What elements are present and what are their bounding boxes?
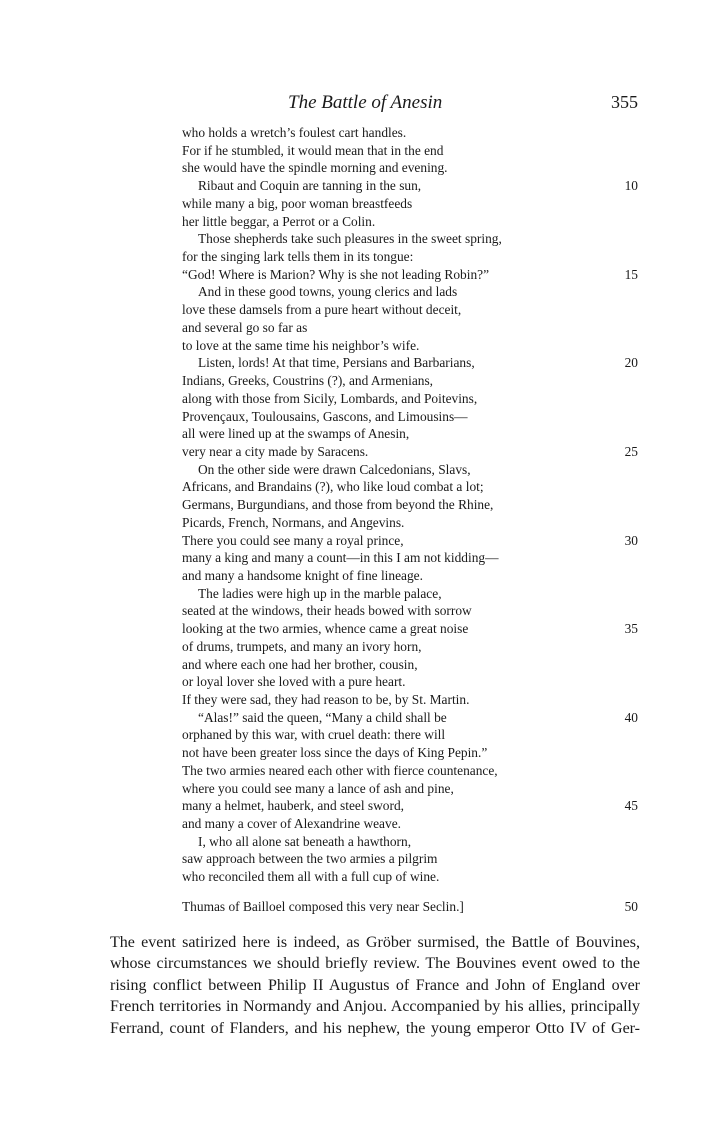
poem-line-text: along with those from Sicily, Lombards, and Poitevins,: [182, 390, 478, 406]
poem-line-text: Ribaut and Coquin are tanning in the sun,: [198, 178, 422, 194]
poem-line-text: The ladies were high up in the marble palace,: [198, 585, 442, 601]
poem-line: [182, 620, 638, 638]
line-number: 25: [624, 443, 638, 459]
poem-line: [182, 797, 638, 815]
poem-line: [182, 514, 638, 532]
poem-line-text: for the singing lark tells them in its tongue:: [182, 249, 414, 265]
poem-line: [182, 691, 638, 709]
poem-line: [182, 390, 638, 408]
page-number: 355: [611, 92, 638, 112]
poem-line-text: love these damsels from a pure heart without deceit,: [182, 302, 462, 318]
poem-line-text: The two armies neared each other with fierce countenance,: [182, 762, 498, 778]
poem-line: [182, 425, 638, 443]
poem-line-text: There you could see many a royal prince,: [182, 532, 404, 548]
poem-line: [182, 638, 638, 656]
poem-line: [182, 833, 638, 851]
prose-line: whose circumstances we should briefly review. The Bouvines event owed to the: [110, 955, 640, 973]
poem-line-text: On the other side were drawn Calcedonians, Slavs,: [198, 461, 471, 477]
poem-line: [182, 496, 638, 514]
line-number: 45: [624, 798, 638, 814]
poem-line-text: Germans, Burgundians, and those from beyond the Rhine,: [182, 497, 494, 513]
poem-line: [182, 673, 638, 691]
poem-line-text: her little beggar, a Perrot or a Colin.: [182, 213, 376, 229]
line-number: 30: [624, 532, 638, 548]
poem-line-text: Indians, Greeks, Coustrins (?), and Armenians,: [182, 373, 434, 389]
poem-line-text: And in these good towns, young clerics and lads: [198, 284, 458, 300]
poem-line: [182, 461, 638, 479]
poem-line-text: Africans, and Brandains (?), who like loud combat a lot;: [182, 479, 484, 495]
poem-line: [182, 850, 638, 868]
poem-line-text: many a helmet, hauberk, and steel sword,: [182, 798, 404, 814]
poem-line-text: seated at the windows, their heads bowed with sorrow: [182, 603, 472, 619]
poem-line: [182, 726, 638, 744]
poem-line: [182, 319, 638, 337]
poem-line: [182, 532, 638, 550]
line-number: 15: [624, 266, 638, 282]
poem-line-text: who reconciled them all with a full cup of wine.: [182, 869, 440, 885]
poem-line: [182, 478, 638, 496]
prose-line: Ferrand, count of Flanders, and his nephew, the young emperor Otto IV of Ger-: [110, 1019, 640, 1037]
poem-line-text: and several go so far as: [182, 319, 308, 335]
poem-line-text: very near a city made by Saracens.: [182, 443, 369, 459]
line-number: 40: [624, 709, 638, 725]
poem-line-text: If they were sad, they had reason to be, by St. Martin.: [182, 692, 470, 707]
prose-line: French territories in Normandy and Anjou. Accompanied by his allies, principally: [110, 998, 640, 1016]
prose-line: rising conflict between Philip II Augustus of France and John of England over: [110, 976, 640, 994]
running-title: The Battle of Anesin: [288, 92, 443, 113]
prose-paragraph: [110, 932, 640, 1039]
prose-line: The event satirized here is indeed, as Gröber surmised, the Battle of Bouvines,: [110, 934, 640, 951]
running-header: [110, 92, 638, 118]
poem-line: [182, 124, 638, 142]
poem-line: [182, 815, 638, 833]
poem-line-text: and where each one had her brother, cousin,: [182, 656, 418, 672]
poem-line: [182, 230, 638, 248]
poem-line: [182, 744, 638, 762]
poem-line: [182, 443, 638, 461]
poem-line-text: all were lined up at the swamps of Anesin,: [182, 426, 410, 442]
poem-line-text: of drums, trumpets, and many an ivory horn,: [182, 638, 422, 654]
poem-line-text: where you could see many a lance of ash and pine,: [182, 780, 454, 796]
poem-line-text: “Alas!” said the queen, “Many a child shall be: [198, 709, 447, 725]
poem-line: [182, 372, 638, 390]
poem-line-text: who holds a wretch’s foulest cart handles.: [182, 125, 407, 140]
poem-final-line: [182, 898, 638, 916]
poem-line-text: many a king and many a count—in this I am not kidding—: [182, 550, 499, 566]
poem-line-text: or loyal lover she loved with a pure heart.: [182, 674, 406, 690]
poem-line: [182, 656, 638, 674]
poem-line-text: to love at the same time his neighbor’s wife.: [182, 337, 420, 353]
poem-line: [182, 283, 638, 301]
line-number: 35: [624, 621, 638, 637]
poem-line-text: while many a big, poor woman breastfeeds: [182, 195, 413, 211]
poem-line: [182, 602, 638, 620]
poem-line-text: Picards, French, Normans, and Angevins.: [182, 514, 405, 530]
poem-line-text: For if he stumbled, it would mean that in the end: [182, 142, 444, 158]
poem-line-text: “God! Where is Marion? Why is she not leading Robin?”: [182, 266, 490, 282]
poem-line-text: looking at the two armies, whence came a great noise: [182, 621, 469, 637]
poem-line: [182, 195, 638, 213]
poem-line: [182, 213, 638, 231]
poem-line-text: not have been greater loss since the days of King Pepin.”: [182, 745, 488, 761]
poem-line-text: I, who all alone sat beneath a hawthorn,: [198, 833, 412, 849]
poem-line: [182, 266, 638, 284]
poem-line-text: Provençaux, Toulousains, Gascons, and Limousins—: [182, 408, 468, 424]
poem-line: [182, 762, 638, 780]
line-number: 10: [624, 178, 638, 194]
poem-line: [182, 709, 638, 727]
final-line-text: Thumas of Bailloel composed this very near Seclin.]: [182, 899, 464, 914]
poem-line: [182, 585, 638, 603]
poem-line: [182, 354, 638, 372]
poem-line: [182, 567, 638, 585]
poem-line-text: Listen, lords! At that time, Persians and Barbarians,: [198, 355, 475, 371]
poem-line-text: and many a handsome knight of fine lineage.: [182, 567, 423, 583]
poem-line: [182, 337, 638, 355]
poem-line-text: Those shepherds take such pleasures in the sweet spring,: [198, 231, 502, 247]
poem-line-text: she would have the spindle morning and evening.: [182, 160, 448, 176]
poem-line: [182, 177, 638, 195]
poem-line: [182, 549, 638, 567]
poem-line: [182, 248, 638, 266]
poem-line: [182, 301, 638, 319]
poem-line: [182, 408, 638, 426]
poem-line-text: saw approach between the two armies a pilgrim: [182, 851, 438, 867]
poem-block: [182, 124, 638, 886]
poem-line-text: and many a cover of Alexandrine weave.: [182, 816, 401, 832]
line-number: 20: [624, 355, 638, 371]
poem-line: [182, 142, 638, 160]
poem-line: [182, 780, 638, 798]
poem-line: [182, 159, 638, 177]
poem-line: [182, 868, 638, 886]
line-number: 50: [624, 899, 638, 914]
poem-line-text: orphaned by this war, with cruel death: there will: [182, 727, 446, 743]
